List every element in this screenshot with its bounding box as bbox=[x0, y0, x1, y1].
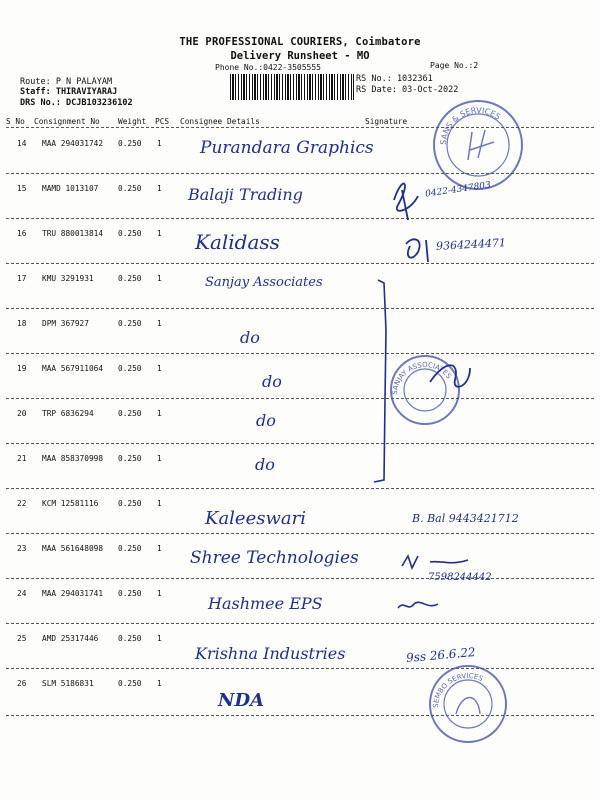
row-weight: 0.250 bbox=[118, 139, 142, 148]
row-weight: 0.250 bbox=[118, 229, 142, 238]
row-weight: 0.250 bbox=[118, 454, 142, 463]
handwritten-consignee: Kalidass bbox=[195, 230, 280, 254]
col-header-details: Consignee Details bbox=[180, 117, 260, 126]
handwritten-consignee: Purandara Graphics bbox=[200, 138, 374, 158]
handwritten-consignee: Balaji Trading bbox=[188, 185, 303, 204]
row-pcs: 1 bbox=[157, 184, 162, 193]
handwritten-consignee: do bbox=[240, 328, 260, 347]
row-consignment: MAA 294031742 bbox=[42, 139, 104, 148]
row-weight: 0.250 bbox=[118, 544, 142, 553]
col-header-consignment: Consignment No bbox=[34, 117, 100, 126]
signature-phone-15: 0422-4347803 bbox=[424, 180, 492, 200]
row-sno: 23 bbox=[17, 544, 27, 553]
row-sno: 15 bbox=[17, 184, 27, 193]
row-consignment: KCM 12581116 bbox=[42, 499, 99, 508]
rs-date-field: RS Date: 03-Oct-2022 bbox=[356, 85, 459, 95]
row-sno: 25 bbox=[17, 634, 27, 643]
row-consignment: SLM 5186831 bbox=[42, 679, 94, 688]
row-pcs: 1 bbox=[157, 139, 162, 148]
drs-number-field: DRS No.: DCJB103236102 bbox=[20, 98, 133, 108]
handwritten-consignee: do bbox=[256, 411, 276, 430]
row-sno: 20 bbox=[17, 409, 27, 418]
row-pcs: 1 bbox=[157, 409, 162, 418]
row-sno: 16 bbox=[17, 229, 27, 238]
row-consignment: AMD 25317446 bbox=[42, 634, 99, 643]
row-pcs: 1 bbox=[157, 589, 162, 598]
signature-scribble-24 bbox=[398, 602, 438, 608]
stamp-2-text: SANJAY ASSOCIATES bbox=[390, 360, 453, 396]
row-sno: 24 bbox=[17, 589, 27, 598]
phone-number: Phone No.:0422-3505555 bbox=[215, 63, 321, 72]
row-weight: 0.250 bbox=[118, 409, 142, 418]
row-weight: 0.250 bbox=[118, 319, 142, 328]
row-weight: 0.250 bbox=[118, 184, 142, 193]
signature-25: 9ss 26.6.22 bbox=[405, 644, 477, 666]
row-sno: 18 bbox=[17, 319, 27, 328]
signature-22: B. Bal 9443421712 bbox=[412, 512, 519, 525]
col-header-pcs: PCS bbox=[155, 117, 170, 126]
row-consignment: MAMD 1013107 bbox=[42, 184, 99, 193]
row-consignment: MAA 561648098 bbox=[42, 544, 104, 553]
col-header-signature: Signature bbox=[365, 117, 408, 126]
row-pcs: 1 bbox=[157, 319, 162, 328]
col-header-sno: S No bbox=[6, 117, 25, 126]
stamp-3-text: SEMBO SERVICES bbox=[431, 671, 485, 709]
document-subtitle: Delivery Runsheet - MO bbox=[230, 50, 370, 62]
signature-scribble-15 bbox=[394, 184, 418, 220]
row-pcs: 1 bbox=[157, 679, 162, 688]
row-pcs: 1 bbox=[157, 364, 162, 373]
handwritten-consignee: Shree Technologies bbox=[190, 548, 359, 568]
signature-scribble-16 bbox=[406, 239, 428, 262]
signature-phone-23: 7598244442 bbox=[428, 572, 492, 583]
handwritten-consignee: Hashmee EPS bbox=[208, 594, 323, 613]
row-weight: 0.250 bbox=[118, 634, 142, 643]
row-pcs: 1 bbox=[157, 634, 162, 643]
handwritten-consignee: do bbox=[262, 372, 282, 391]
row-sno: 17 bbox=[17, 274, 27, 283]
handwritten-consignee: Kaleeswari bbox=[205, 508, 306, 529]
document-title: THE PROFESSIONAL COURIERS, Coimbatore bbox=[179, 36, 421, 48]
row-weight: 0.250 bbox=[118, 679, 142, 688]
row-consignment: MAA 567911064 bbox=[42, 364, 104, 373]
row-weight: 0.250 bbox=[118, 589, 142, 598]
row-consignment: TRU 880013814 bbox=[42, 229, 104, 238]
row-weight: 0.250 bbox=[118, 499, 142, 508]
row-pcs: 1 bbox=[157, 454, 162, 463]
row-pcs: 1 bbox=[157, 274, 162, 283]
col-header-weight: Weight bbox=[118, 117, 147, 126]
row-weight: 0.250 bbox=[118, 274, 142, 283]
row-consignment: MAA 294031741 bbox=[42, 589, 104, 598]
row-consignment: TRP 6836294 bbox=[42, 409, 94, 418]
row-sno: 21 bbox=[17, 454, 27, 463]
row-sno: 26 bbox=[17, 679, 27, 688]
row-consignment: MAA 858370998 bbox=[42, 454, 104, 463]
handwritten-consignee: NDA bbox=[218, 690, 265, 711]
row-sno: 19 bbox=[17, 364, 27, 373]
row-consignment: KMU 3291931 bbox=[42, 274, 94, 283]
stamp-1-text: SANS & SERVICES bbox=[438, 105, 503, 146]
row-sno: 22 bbox=[17, 499, 27, 508]
route-field: Route: P N PALAYAM bbox=[20, 77, 113, 87]
row-consignment: DPM 367927 bbox=[42, 319, 89, 328]
signature-scribble-23 bbox=[402, 556, 468, 568]
handwritten-consignee: Sanjay Associates bbox=[205, 275, 323, 290]
row-pcs: 1 bbox=[157, 544, 162, 553]
staff-field: Staff: THIRAVIYARAJ bbox=[20, 87, 118, 97]
handwritten-consignee: do bbox=[255, 455, 275, 474]
page-number: Page No.:2 bbox=[430, 61, 479, 70]
row-pcs: 1 bbox=[157, 499, 162, 508]
row-pcs: 1 bbox=[157, 229, 162, 238]
row-sno: 14 bbox=[17, 139, 27, 148]
rs-number-field: RS No.: 1032361 bbox=[356, 74, 433, 84]
signature-phone-16: 9364244471 bbox=[435, 236, 507, 253]
row-weight: 0.250 bbox=[118, 364, 142, 373]
bracket-mark bbox=[374, 280, 386, 482]
handwritten-consignee: Krishna Industries bbox=[195, 644, 346, 663]
